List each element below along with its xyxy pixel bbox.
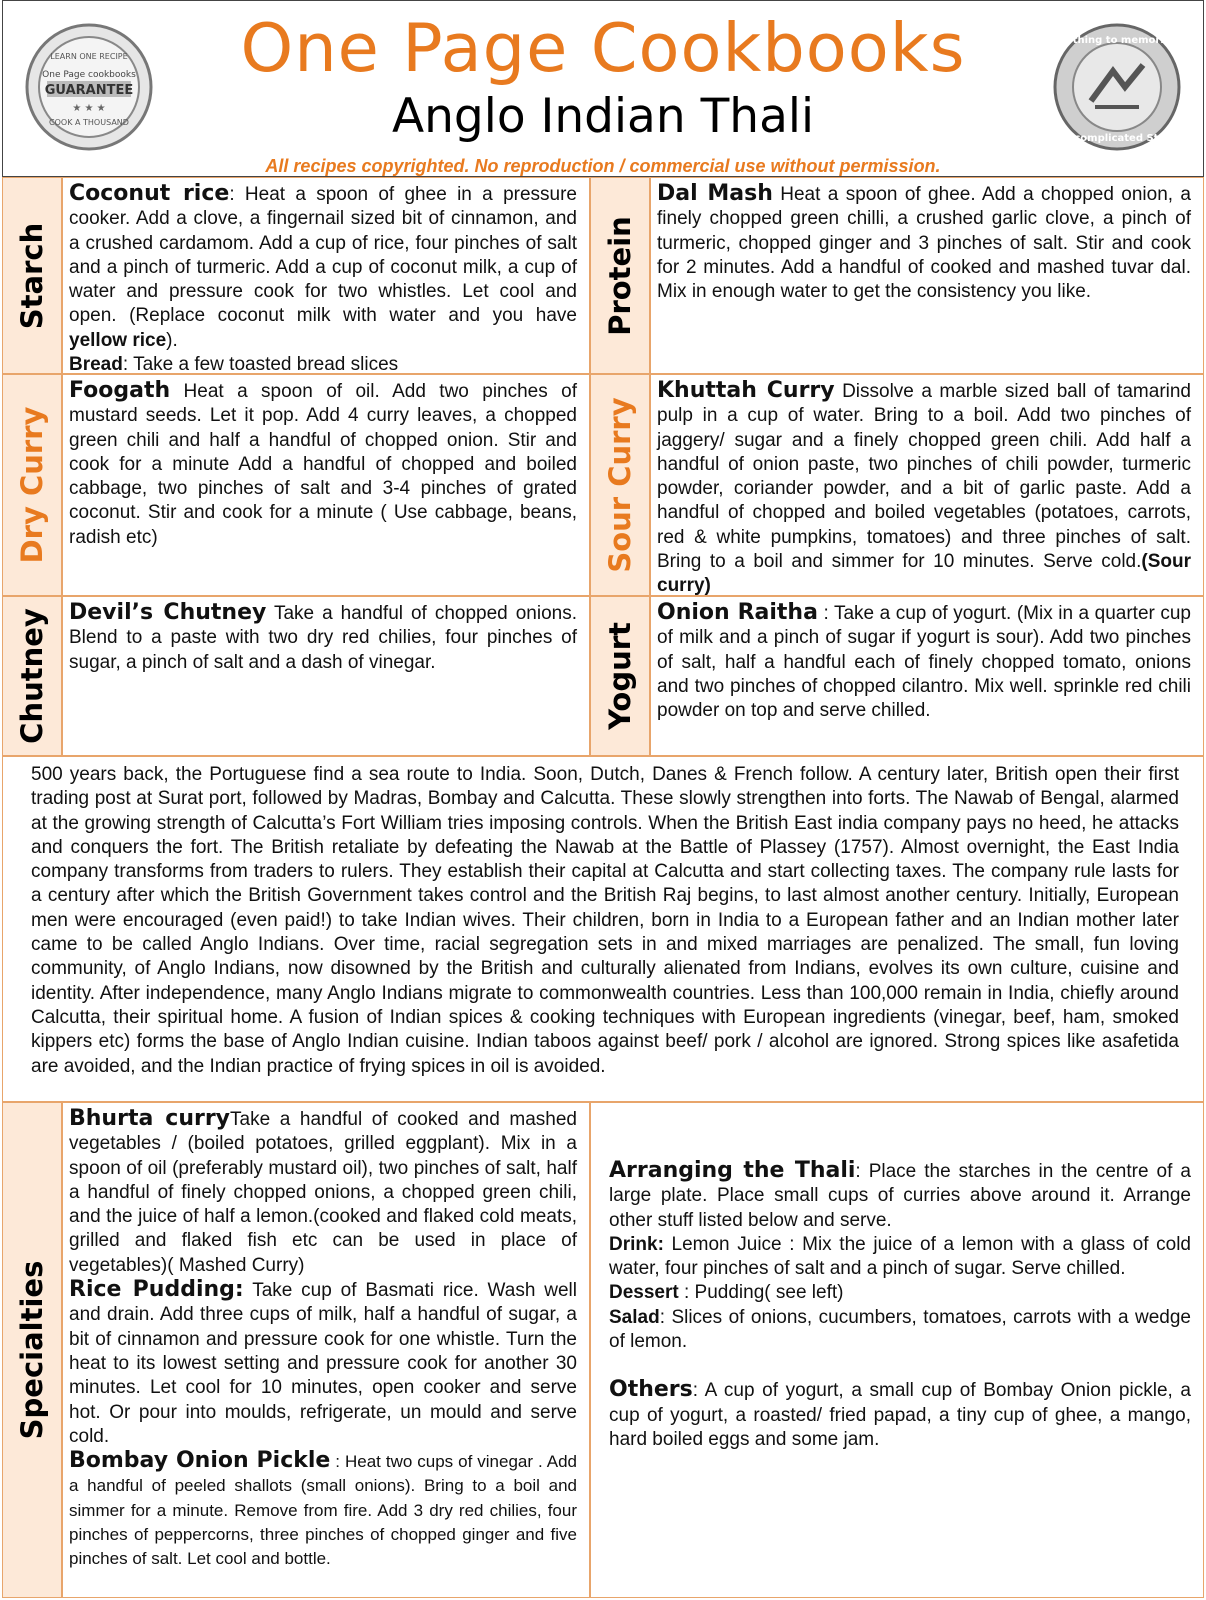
- pickle-title: Bombay Onion Pickle: [69, 1448, 331, 1474]
- pudding-text: Take cup of Basmati rice. Wash well and drain. Add three cups of milk, half a handful of sugar, a bit of cinnamon and pressure cook for one whistle. Turn the heat to its lowest setting and pressure cook for another 30 minutes. Let cool for 10 minutes, open cooker and serve hot. Or pour into moulds, refrigerate, un mould and serve cold.: [69, 1280, 577, 1447]
- svg-text:Nothing to memorise: Nothing to memorise: [1057, 35, 1177, 46]
- dry-curry-box: [62, 374, 590, 596]
- dessert: [609, 1281, 1191, 1305]
- others-title: Others: [609, 1377, 693, 1403]
- label-dry-curry-text: Dry Curry: [15, 406, 49, 564]
- specialties-box: [62, 1102, 590, 1598]
- label-sour-curry: [590, 374, 650, 596]
- svg-text:No complicated Steps: No complicated Steps: [1055, 133, 1179, 144]
- protein-recipe: [657, 182, 1191, 304]
- svg-text:GUARANTEE: GUARANTEE: [44, 83, 134, 98]
- label-dry-curry: [2, 374, 62, 596]
- sour-curry-recipe: [657, 379, 1191, 599]
- sour-curry-title: Khuttah Curry: [657, 378, 835, 403]
- drink: [609, 1233, 1191, 1282]
- header: [2, 0, 1204, 177]
- site-title: One Page Cookbooks: [240, 9, 966, 87]
- sour-curry-bold: (Sour curry): [657, 551, 1191, 597]
- protein-box: [650, 177, 1204, 374]
- protein-text: Heat a spoon of ghee. Add a chopped onion, a finely chopped green chilli, a crushed garlic clove, a pinch of turmeric, chopped ginger and 3 pinches of salt. Stir and cook for 2 minutes. Add a handful of cooked and mashed tuvar dal. Mix in enough water to get the consistency you like.: [657, 184, 1191, 303]
- label-yogurt: [590, 596, 650, 756]
- chutney-box: [62, 596, 590, 756]
- bhurta-title: Bhurta curry: [69, 1106, 231, 1131]
- salad: [609, 1306, 1191, 1355]
- others-text: : A cup of yogurt, a small cup of Bombay Onion pickle, a cup of yogurt, a roasted/ fried papad, a tiny cup of ghee, a mango, hard boiled eggs and some jam.: [609, 1380, 1191, 1450]
- yogurt-title: Onion Raitha: [657, 600, 818, 625]
- starch-title: Coconut rice: [69, 181, 230, 206]
- history-box: [2, 756, 1204, 1102]
- label-specialties-text: Specialties: [15, 1260, 49, 1440]
- arranging-box: [590, 1102, 1204, 1598]
- yogurt-recipe: [657, 601, 1191, 723]
- starch-bold: yellow rice: [69, 329, 167, 351]
- starch-recipe: [69, 182, 577, 377]
- starch-box: [62, 177, 590, 374]
- bread-text: : Take a few toasted bread slices: [122, 354, 399, 376]
- label-specialties: [2, 1102, 62, 1598]
- chutney-title: Devil’s Chutney: [69, 600, 267, 625]
- copyright-notice: All recipes copyrighted. No reproduction / commercial use without permission.: [265, 156, 941, 176]
- starch-text-end: ).: [166, 329, 178, 351]
- arranging-text: : Place the starches in the centre of a large plate. Place small cups of curries above around it. Arrange other stuff listed below and serve.: [609, 1161, 1191, 1231]
- dessert-text: : Pudding( see left): [678, 1282, 844, 1304]
- drink-text: Lemon Juice : Mix the juice of a lemon with a glass of cold water, four pinches of salt and a pinch of sugar. Serve chilled.: [609, 1233, 1191, 1280]
- svg-text:LEARN ONE RECIPE: LEARN ONE RECIPE: [50, 52, 128, 61]
- page-title: Anglo Indian Thali: [391, 89, 814, 144]
- label-starch: [2, 177, 62, 374]
- dry-curry-text: Heat a spoon of oil. Add two pinches of mustard seeds. Let it pop. Add 4 curry leaves, a chopped green chili and half a handful of chopped onion. Stir and cook for a minute Add a handful of chopped and boiled cabbage, two pinches of salt and 3-4 pinches of grated coconut. Stir and cook for a minute ( Use cabbage, beans, radish etc): [69, 381, 577, 548]
- chutney-text: Take a handful of chopped onions. Blend to a paste with two dry red chilies, four pinches of sugar, a pinch of salt and a dash of vinegar.: [69, 603, 577, 673]
- label-starch-text: Starch: [15, 222, 49, 329]
- salad-title: Salad: [609, 1306, 660, 1328]
- arranging-title: Arranging the Thali: [609, 1158, 856, 1183]
- label-protein-text: Protein: [603, 215, 637, 336]
- sour-curry-text: Dissolve a marble sized ball of tamarind pulp in a cup of water. Bring to a boil. Add two pinches of jaggery/ sugar and a finely chopped green chili. Add half a handful of onion paste, two pinches of chili powder, turmeric powder, coriander powder, and a bit of garlic paste. Add a handful of chopped and boiled vegetables (potatoes, carrots, red & white pumpkins, tomatoes) and three pinches of salt. Bring to a boil and simmer for 10 minutes. Serve cold.: [657, 381, 1191, 573]
- specialties-recipes: [69, 1107, 577, 1572]
- others: [609, 1378, 1191, 1452]
- yogurt-box: [650, 596, 1204, 756]
- sour-curry-box: [650, 374, 1204, 596]
- pudding-title: Rice Pudding:: [69, 1277, 244, 1303]
- drink-title: Drink:: [609, 1233, 664, 1255]
- yogurt-text: : Take a cup of yogurt. (Mix in a quarter cup of milk and a pinch of sugar if yogurt is sour). Add two pinches of salt, half a handful each of finely chopped tomato, onions and two pinches of chopped cilantro. Mix well. sprinkle red chili powder on top and serve chilled.: [657, 603, 1191, 722]
- bhurta-text: Take a handful of cooked and mashed vegetables / (boiled potatoes, grilled eggplant). Mix in a spoon of oil (preferably mustard oil), two pinches of salt, half a handful of finely chopped onions, a chopped green chili, and the juice of half a lemon.(cooked and flaked cold meats, grilled and flaked fish etc can be used in place of vegetables)( Mashed Curry): [69, 1109, 577, 1276]
- arranging-content: [609, 1159, 1191, 1452]
- starch-text: : Heat a spoon of ghee in a pressure cooker. Add a clove, a fingernail sized bit of cinnamon, and a crushed cardamom. Add a cup of rice, four pinches of salt and a pinch of turmeric. Add a cup of coconut milk, a cup of water and pressure cook for two whistles. Let cool and open. (Replace coconut milk with water and you have: [69, 184, 577, 327]
- pickle-text: : Heat two cups of vinegar . Add a handful of peeled shallots (small onions). Bring to a boil and simmer for a minute. Remove from fire. Add 3 dry red chilies, four pinches of peppercorns, three pinches of chopped ginger and five pinches of salt. Let cool and bottle.: [69, 1452, 577, 1569]
- protein-title: Dal Mash: [657, 181, 773, 206]
- label-chutney-text: Chutney: [15, 608, 49, 744]
- dry-curry-title: Foogath: [69, 378, 171, 403]
- history-text: 500 years back, the Portuguese find a sea route to India. Soon, Dutch, Danes & French follow. A century later, British open their first trading post at Surat port, followed by Madras, Bombay and Calcutta. These slowly strengthen into forts. The Nawab of Bengal, alarmed at the growing strength of Calcutta’s Fort William tries imposing controls. When the British East india company pays no heed, he attacks and conquers the fort. The British retaliate by defeating the Nawab at the Battle of Plassey (1757). Almost overnight, the East India company transforms from traders to rulers. They establish their capital at Calcutta and start collecting taxes. The company rule lasts for a century after which the British Government takes control and the British Raj begins, to last almost another century. Initially, European men were encouraged (even paid!) to take Indian wives. Their children, born in India to a European father and an Indian mother later came to be called Anglo Indians. Over time, racial segregation sets in and mixed marriages are penalized. The small, fun loving community, of Anglo Indians, now disowned by the British and culturally alienated from Indians, evolves its own culture, cuisine and identity. After independence, many Anglo Indians migrate to commonwealth countries. Less than 100,000 remain in India, chiefly around Calcutta, their spiritual home. A fusion of Indian spices & cooking techniques with European ingredients (vinegar, beef, ham, smoked kippers etc) forms the base of Anglo Indian cuisine. Indian taboos against beef/ pork / alcohol are ignored. Strong spices like asafetida are avoided, and the Indian practice of frying spices in oil is avoided.: [31, 764, 1179, 1077]
- arranging-thali: [609, 1159, 1191, 1233]
- no-complicated-steps-seal-logo: [1051, 21, 1183, 153]
- pudding-recipe: [69, 1278, 577, 1449]
- label-sour-curry-text: Sour Curry: [603, 397, 637, 573]
- label-protein: [590, 177, 650, 374]
- salad-text: : Slices of onions, cucumbers, tomatoes, carrots with a wedge of lemon.: [609, 1306, 1191, 1353]
- spacer: [609, 1354, 1191, 1378]
- dessert-title: Dessert: [609, 1282, 679, 1304]
- svg-text:COOK A THOUSAND: COOK A THOUSAND: [49, 118, 129, 127]
- chutney-recipe: [69, 601, 577, 675]
- svg-text:★ ★ ★: ★ ★ ★: [72, 103, 106, 114]
- svg-text:One Page cookbooks: One Page cookbooks: [42, 70, 136, 80]
- label-yogurt-text: Yogurt: [603, 622, 637, 730]
- bread-title: Bread: [69, 354, 123, 376]
- label-chutney: [2, 596, 62, 756]
- bhurta-recipe: [69, 1107, 577, 1278]
- pickle-recipe: [69, 1449, 577, 1571]
- dry-curry-recipe: [69, 379, 577, 550]
